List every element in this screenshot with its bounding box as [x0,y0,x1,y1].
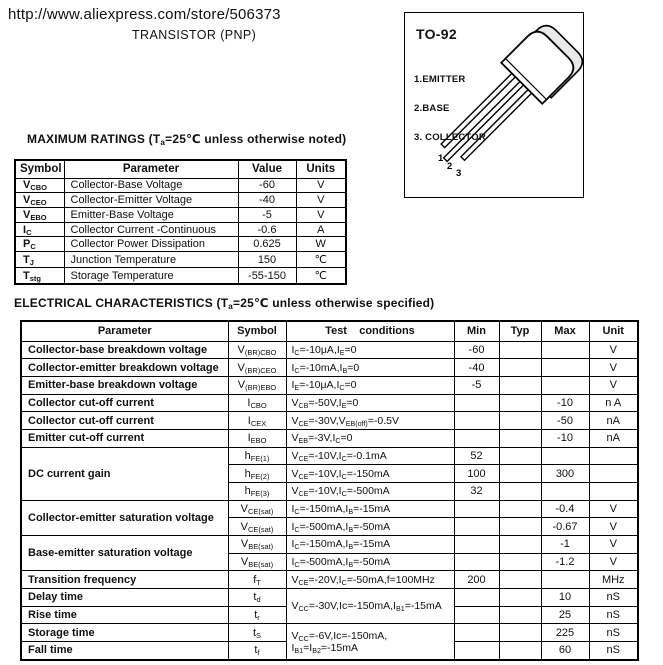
cell: -0.4 [541,500,589,518]
cell: Collector-emitter breakdown voltage [21,359,228,377]
cell: $V_{CBO}$ [15,178,64,193]
table-row [15,252,346,268]
cell: $V_{CE(sat)}$ [228,500,286,518]
cell: $V_{CE}=-10V,I_C=-0.1mA$ [286,447,454,465]
cell [499,465,541,483]
cell: Collector-Base Voltage [64,178,238,193]
cell: Emitter-base breakdown voltage [21,376,228,394]
cell: Collector cut-off current [21,412,228,430]
cell: -40 [238,193,296,208]
cell: -1.2 [541,553,589,571]
cell: -60 [238,178,296,193]
cell [499,447,541,465]
table-row [15,268,346,284]
header-row [15,160,346,178]
cell: $h_{FE(1)}$ [228,447,286,465]
cell: n A [589,394,638,412]
column-header: Symbol [228,321,286,341]
cell: Collector cut-off current [21,394,228,412]
cell: $t_r$ [228,606,286,624]
table-row [21,394,638,412]
cell: V [296,178,346,193]
table-row [21,341,638,359]
cell [499,624,541,642]
cell: V [589,376,638,394]
cell [499,641,541,660]
cell: $I_C=-10mA,I_B=0$ [286,359,454,377]
header-row [21,321,638,341]
cell: Storage time [21,624,228,642]
cell: -0.67 [541,518,589,536]
column-header: Typ [499,321,541,341]
table-row [21,359,638,377]
cell [499,606,541,624]
cell [589,447,638,465]
cell: $t_S$ [228,624,286,642]
cell: nS [589,641,638,660]
cell [541,571,589,589]
cell: Collector Current -Continuous [64,222,238,237]
cell [499,588,541,606]
cell [541,482,589,500]
column-header: Units [296,160,346,178]
cell: Base-emitter saturation voltage [21,535,228,570]
cell: $f_T$ [228,571,286,589]
cell: -0.6 [238,222,296,237]
cell: $I_C=-10\mu A,I_E=0$ [286,341,454,359]
table-row [21,624,638,642]
cell: Emitter-Base Voltage [64,207,238,222]
cell: $V_{EB}=-3V,I_C=0$ [286,429,454,447]
package-name: TO-92 [416,26,457,42]
cell: 52 [454,447,499,465]
cell: -60 [454,341,499,359]
table-row [21,535,638,553]
cell: DC current gain [21,447,228,500]
cell: $I_{CEX}$ [228,412,286,430]
cell: -55-150 [238,268,296,284]
cell: $V_{CB}=-50V,I_E=0$ [286,394,454,412]
column-header: Min [454,321,499,341]
cell: -10 [541,394,589,412]
table-row [15,193,346,208]
cell: nA [589,429,638,447]
cell: 200 [454,571,499,589]
cell [589,482,638,500]
cell [454,606,499,624]
cell: $h_{FE(2)}$ [228,465,286,483]
cell [499,535,541,553]
cell: Transition frequency [21,571,228,589]
cell [541,447,589,465]
cell [454,588,499,606]
cell: $P_C$ [15,237,64,252]
column-header: Unit [589,321,638,341]
cell [454,553,499,571]
cell: $I_C=-500mA,I_B=-50mA$ [286,518,454,536]
cell [454,518,499,536]
cell: V [296,207,346,222]
cell: nS [589,606,638,624]
cell: $I_C=-500mA,I_B=-50mA$ [286,553,454,571]
table-row [21,429,638,447]
cell: 225 [541,624,589,642]
cell [499,482,541,500]
cell: ℃ [296,268,346,284]
cell: Collector Power Dissipation [64,237,238,252]
lead-number-3: 3 [456,168,462,179]
column-header: Test conditions [286,321,454,341]
cell: W [296,237,346,252]
cell: V [589,518,638,536]
cell: -1 [541,535,589,553]
cell [499,429,541,447]
store-url: http://www.aliexpress.com/store/506373 [8,6,281,23]
cell [454,641,499,660]
cell [541,376,589,394]
cell: $T_{stg}$ [15,268,64,284]
cell: $V_{CC}=-6V,Ic=-150mA$, $I_{B1}=I_{B2}=-15mA$ [286,624,454,660]
electrical-table [20,320,639,661]
cell: -40 [454,359,499,377]
cell: -5 [238,207,296,222]
cell [454,429,499,447]
cell [499,394,541,412]
cell: 32 [454,482,499,500]
cell: -50 [541,412,589,430]
cell: $V_{(BR)EBO}$ [228,376,286,394]
cell [499,553,541,571]
cell: $I_E=-10\mu A,I_C=0$ [286,376,454,394]
cell: V [589,359,638,377]
table-row [21,588,638,606]
cell: 300 [541,465,589,483]
cell: $V_{CE(sat)}$ [228,518,286,536]
pin-label-collector: 3. COLLECTOR [414,132,486,143]
page-title: TRANSISTOR (PNP) [132,28,257,42]
cell: $h_{FE(3)}$ [228,482,286,500]
cell: V [296,193,346,208]
cell: $T_J$ [15,252,64,268]
cell [499,500,541,518]
cell [454,624,499,642]
cell: Fall time [21,641,228,660]
cell: 60 [541,641,589,660]
cell: $I_C$ [15,222,64,237]
cell: $V_{CE}=-10V,I_C=-150mA$ [286,465,454,483]
cell: V [589,500,638,518]
lead-number-2: 2 [447,161,453,172]
cell: $I_C=-150mA,I_B=-15mA$ [286,500,454,518]
cell: nS [589,624,638,642]
cell [541,341,589,359]
cell: 10 [541,588,589,606]
table-row [21,376,638,394]
electrical-heading: ELECTRICAL CHARACTERISTICS ($T_a=25℃$ unless otherwise specified) [14,296,435,312]
cell: Collector-base breakdown voltage [21,341,228,359]
cell: nS [589,588,638,606]
cell: $V_{BE(sat)}$ [228,553,286,571]
cell [454,535,499,553]
cell: $V_{CE}=-30V,V_{EB(off)}=-0.5V$ [286,412,454,430]
cell: $V_{(BR)CBO}$ [228,341,286,359]
table-row [15,237,346,252]
cell: -10 [541,429,589,447]
cell: A [296,222,346,237]
cell: Emitter cut-off current [21,429,228,447]
table-row [15,207,346,222]
column-header: Symbol [15,160,64,178]
cell: 0.625 [238,237,296,252]
column-header: Parameter [64,160,238,178]
column-header: Value [238,160,296,178]
cell: MHz [589,571,638,589]
cell [454,394,499,412]
max-ratings-table [14,159,347,285]
lead-number-1: 1 [438,153,444,164]
pin-label-emitter: 1.EMITTER [414,74,466,85]
cell: -5 [454,376,499,394]
cell: $V_{CC}=-30V,Ic=-150mA,I_{B1}=-15mA$ [286,588,454,623]
cell: V [589,535,638,553]
package-diagram-box [404,12,584,198]
cell [499,376,541,394]
cell [499,518,541,536]
max-ratings-heading: MAXIMUM RATINGS ($T_a=25℃$ unless otherwise noted) [27,132,347,148]
table-row [21,412,638,430]
table-row [21,447,638,465]
cell: $V_{CEO}$ [15,193,64,208]
cell: Collector-Emitter Voltage [64,193,238,208]
pin-label-base: 2.BASE [414,103,450,114]
cell: $V_{(BR)CEO}$ [228,359,286,377]
table-row [21,571,638,589]
cell: 100 [454,465,499,483]
cell: $V_{CE}=-10V,I_C=-500mA$ [286,482,454,500]
cell: $I_{CBO}$ [228,394,286,412]
cell: Storage Temperature [64,268,238,284]
cell [499,571,541,589]
table-row [15,178,346,193]
cell: V [589,341,638,359]
cell: Junction Temperature [64,252,238,268]
cell: ℃ [296,252,346,268]
cell: Rise time [21,606,228,624]
column-header: Max [541,321,589,341]
cell: 25 [541,606,589,624]
cell: 150 [238,252,296,268]
cell [541,359,589,377]
cell: $t_f$ [228,641,286,660]
cell: Collector-emitter saturation voltage [21,500,228,535]
cell: $V_{BE(sat)}$ [228,535,286,553]
cell [499,412,541,430]
cell: $I_{EBO}$ [228,429,286,447]
cell [499,341,541,359]
table-row [15,222,346,237]
cell [454,412,499,430]
table-row [21,500,638,518]
cell: nA [589,412,638,430]
cell: V [589,553,638,571]
cell [589,465,638,483]
cell [454,500,499,518]
cell: Delay time [21,588,228,606]
cell: $I_C=-150mA,I_B=-15mA$ [286,535,454,553]
cell: $t_d$ [228,588,286,606]
column-header: Parameter [21,321,228,341]
cell: $V_{EBO}$ [15,207,64,222]
cell [499,359,541,377]
cell: $V_{CE}=-20V,I_C=-50mA,f=100MHz$ [286,571,454,589]
